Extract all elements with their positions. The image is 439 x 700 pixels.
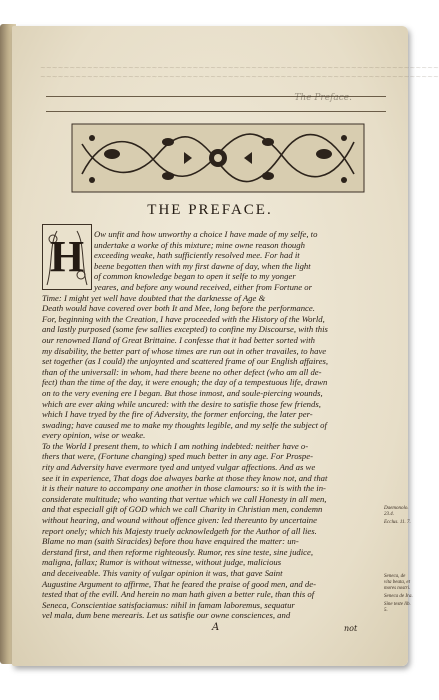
text-line: our renowned Iland of Great Brittaine. I confesse that it had better sorted with (42, 334, 315, 345)
text-line: maligna, fallax; Rumor is without witnesse, without judge, malicious (42, 557, 282, 568)
preface-body (42, 229, 380, 621)
text-line: rity and Adversity have evermore tyed and untyed vulgar affections. And as we (42, 462, 316, 473)
text-line: on to the very evening ere I began. But those inmost, and soule-piercing wounds, (42, 387, 323, 398)
margin-note: Daemonolo. 23.4. (384, 506, 409, 517)
text-line: which are ever aking while uncured: with the desire to satisfie those few friends, (42, 398, 321, 409)
text-line: beene begotten then with my first dawne of day, when the light (94, 260, 311, 271)
text-line: yeares, and before any wound received, either from Fortune or (94, 281, 313, 292)
text-line: report onely; which his Majesty truely acknowledgeth for the Author of all lies. (42, 525, 317, 536)
text-line: exceeding weake, hath sufficiently resolved mee. For had it (94, 250, 300, 261)
text-line: than of the universall: in whom, had there beene no other defect (who am all de- (42, 366, 322, 377)
text-line: vel mala, dum bene merearis. Let us satisfie our owne consciences, and (42, 610, 291, 621)
text-line: To the World I present them, to which I am nothing indebted: neither have o- (42, 440, 309, 451)
show-through-text: ~~~~~~~~~~~~~~~~~~~~~~~~~~~~~~~~~~~~~~~~~~~~~~~~~~~~~~~~~~~~~~~~~~~~ ~~~~~~~~~~~~~~~~~~~~~~~~~~~~~~~~~~~~~~~~~~~~~~~~~~~~~~~~~~~~~~~~~~~~ (40, 64, 439, 81)
text-line: considerate multitude; who wanting that vertue which we call Honesty in all men, (42, 493, 327, 504)
text-line: my disability, the better part of whose times are run out in other travailes, to have (42, 345, 327, 356)
preface-title: THE PREFACE. (147, 202, 273, 218)
signature-mark: A (212, 622, 220, 633)
text-line: set together (as I could) the unjoynted and scattered frame of our English affaires, (42, 356, 328, 367)
paragraph-second (42, 441, 380, 621)
text-line: and that especiall gift of GOD which we call Charity in Christian men, condemn (42, 504, 323, 515)
text-line: it is their nature to accompany one another in those clamours: so it is with the in- (42, 483, 326, 494)
margin-note: Ecclus. 11. 7. (384, 520, 411, 525)
running-head-rule (46, 93, 386, 112)
text-line: undertake a worke of this mixture; mine owne reason though (94, 239, 305, 250)
text-line: swading; have caused me to make my thoughts legible, and my selfe the subject of (42, 419, 327, 430)
text-line: which I have tryed by the fire of Adversity, the former enforcing, the later per- (42, 409, 313, 420)
text-line: Seneca, Conscientiae satisfaciamus: nihil in famam laboremus, sequatur (42, 599, 295, 610)
text-line: see it in experience, That dogs doe alwayes barke at those they know not, and that (42, 472, 328, 483)
dropcap-letter: H (49, 232, 85, 281)
book-page (12, 26, 439, 666)
text-line: and lastly purposed (some few sallies excepted) to confine my Discourse, with this (42, 324, 328, 335)
text-line: derstand first, and then reforme righteously. Rumor, res sine teste, sine judice, (42, 546, 314, 557)
catchword: not (344, 624, 358, 633)
text-line: every opinion, wise or weake. (42, 430, 146, 441)
text-line: fect) than the time of the day, it were enough; the day of a tempestuous life, drawn (42, 377, 328, 388)
text-line: Time: I might yet well have doubted that the darknesse of Age & (42, 292, 266, 303)
floral-headpiece-ornament (72, 124, 364, 192)
text-line: and deceiveable. This vanity of vulgar opinion it was, that gave Saint (42, 568, 283, 578)
running-title: The Preface. (294, 93, 352, 103)
margin-note: Sine teste lib. 5. (384, 602, 411, 613)
margin-note: Seneca de Ira. (384, 594, 413, 599)
text-line: without hearing, and wound without offence given: led thereunto by uncertaine (42, 515, 317, 526)
text-line: of common knowledge began to open it selfe to my yonger (94, 271, 296, 282)
text-line: Death would have covered over both It and Mee, long before the performance. (42, 303, 315, 314)
paragraph-continuation (42, 293, 380, 441)
text-line: Augustine Argument to affirme, That he feared the praise of good men, and de- (42, 578, 317, 589)
margin-note: Seneca, de vita beata, et mores nostri. (384, 574, 411, 591)
text-line: For, beginning with the Creation, I have proceeded with the History of the World, (42, 313, 325, 324)
text-line: Ow unfit and how unworthy a choice I have made of my selfe, to (94, 229, 318, 239)
text-line: thers that were, (Fortune changing) sped much better in any age. For Prospe- (42, 451, 314, 462)
text-line: Blame no man (saith Siracides) before thou have enquired the matter: un- (42, 536, 299, 547)
text-line: tested that of the evill. And herein no man hath given a better rule, than this of (42, 589, 315, 600)
paragraph-opening (42, 229, 380, 293)
